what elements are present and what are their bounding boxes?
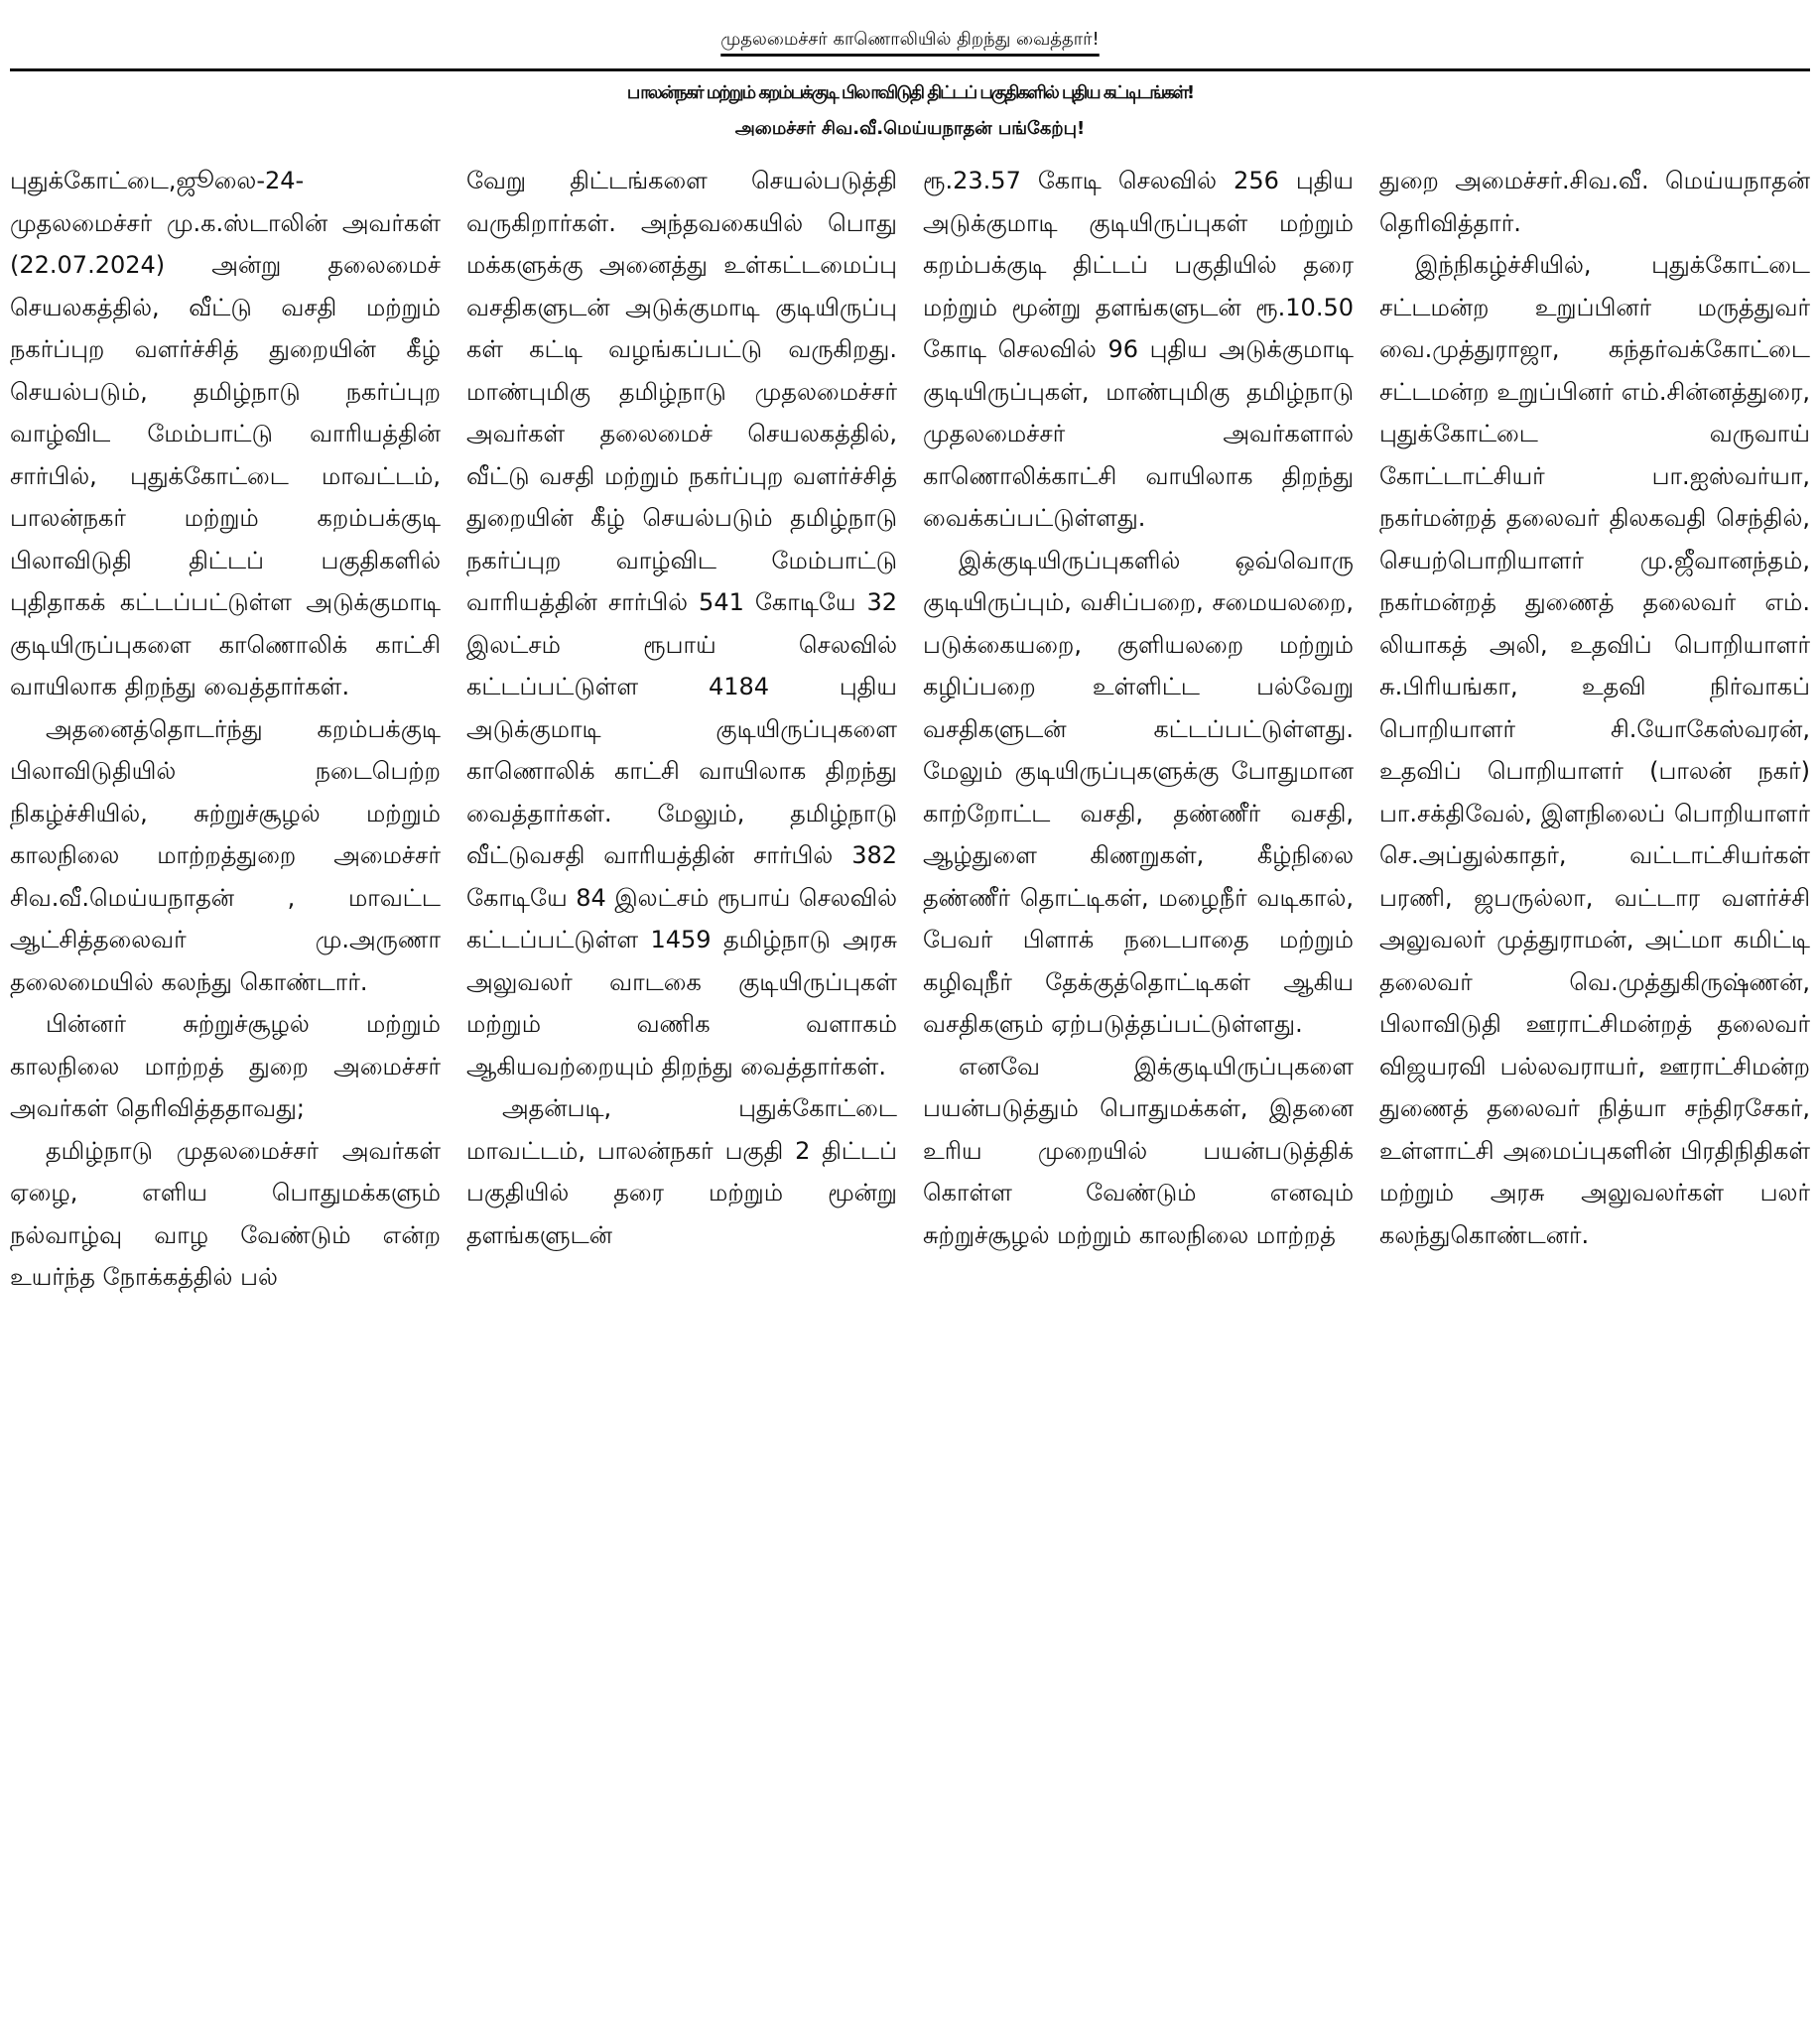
- paragraph: பின்னர் சுற்றுச்சூழல் மற்றும் காலநிலை மாற்றத் துறை அமைச்சர் அவர்கள் தெரிவித்ததாவது;: [10, 1010, 441, 1123]
- paragraph: அதனைத்தொடர்ந்து கறம்பக்குடி பிலாவிடுதியில் நடைபெற்ற நிகழ்ச்சியில், சுற்றுச்சூழல் மற்றும் காலநிலை மாற்றத்துறை அமைச்சர் சிவ.வீ.மெய்யநாதன் , மாவட்ட ஆட்சித்தலைவர் மு.அருணா தலைமையில் கலந்து கொண்டார்.: [10, 714, 441, 996]
- kicker-headline: முதலமைச்சர் காணொலியில் திறந்து வைத்தார்!: [720, 29, 1100, 50]
- sub-headline: அமைச்சர் சிவ.வீ.மெய்யநாதன் பங்கேற்பு!: [734, 118, 1086, 140]
- article-column-1: [10, 160, 441, 1807]
- paragraph: இக்குடியிருப்புகளில் ஒவ்வொரு குடியிருப்பும், வசிப்பறை, சமையலறை, படுக்கையறை, குளியலறை மற்றும் கழிப்பறை உள்ளிட்ட பல்வேறு வசதிகளுடன் கட்டப்பட்டுள்ளது. மேலும் குடியிருப்புகளுக்கு போதுமான காற்றோட்ட வசதி, தண்ணீர் வசதி, ஆழ்துளை கிணறுகள், கீழ்நிலை தண்ணீர் தொட்டிகள், மழைநீர் வடிகால், பேவர் பிளாக் நடைபாதை மற்றும் கழிவுநீர் தேக்குத்தொட்டிகள் ஆகிய வசதிகளும் ஏற்படுத்தப்பட்டுள்ளது.: [923, 546, 1354, 1039]
- headline-rule: [10, 68, 1810, 71]
- paragraph: தமிழ்நாடு முதலமைச்சர் அவர்கள் ஏழை, எளிய பொதுமக்களும் நல்வாழ்வு வாழ வேண்டும் என்ற உயர்ந்த நோக்கத்தில் பல்: [10, 1136, 441, 1292]
- article-column-4: [1379, 160, 1810, 1807]
- article-column-3: [923, 160, 1354, 1807]
- article-column-2: [466, 160, 897, 1807]
- paragraph: இந்நிகழ்ச்சியில், புதுக்கோட்டை சட்டமன்ற உறுப்பினர் மருத்துவர் வை.முத்துராஜா, கந்தர்வக்கோட்டை சட்டமன்ற உறுப்பினர் எம்.சின்னத்துரை, புதுக்கோட்டை வருவாய் கோட்டாட்சியர் பா.ஐஸ்வர்யா, நகர்மன்றத் தலைவர் திலகவதி செந்தில், செயற்பொறியாளர் மு.ஜீவானந்தம், நகர்மன்றத் துணைத் தலைவர் எம். லியாகத் அலி, உதவிப் பொறியாளர் சு.பிரியங்கா, உதவி நிர்வாகப் பொறியாளர் சி.யோகேஸ்வரன், உதவிப் பொறியாளர் (பாலன் நகர்) பா.சக்திவேல், இளநிலைப் பொறியாளர் செ.அப்துல்காதர், வட்டாட்சியர்கள் பரணி, ஜபருல்லா, வட்டார வளர்ச்சி அலுவலர் முத்துராமன், அட்மா கமிட்டி தலைவர் வெ.முத்துகிருஷ்ணன், பிலாவிடுதி ஊராட்சிமன்றத் தலைவர் விஜயரவி பல்லவராயர், ஊராட்சிமன்ற துணைத் தலைவர் நித்யா சந்திரசேகர், உள்ளாட்சி அமைப்புகளின் பிரதிநிதிகள் மற்றும் அரசு அலுவலர்கள் பலர் கலந்துகொண்டனர்.: [1379, 251, 1810, 1249]
- paragraph: துறை அமைச்சர்.சிவ.வீ. மெய்யநாதன் தெரிவித்தார்.: [1379, 167, 1810, 237]
- paragraph: வேறு திட்டங்களை செயல்படுத்தி வருகிறார்கள். அந்தவகையில் பொது மக்களுக்கு அனைத்து உள்கட்டமைப்பு வசதிகளுடன் அடுக்குமாடி குடியிருப்பு கள் கட்டி வழங்கப்பட்டு வருகிறது. மாண்புமிகு தமிழ்நாடு முதலமைச்சர் அவர்கள் தலைமைச் செயலகத்தில், வீட்டு வசதி மற்றும் நகர்ப்புற வளர்ச்சித் துறையின் கீழ் செயல்படும் தமிழ்நாடு நகர்ப்புற வாழ்விட மேம்பாட்டு வாரியத்தின் சார்பில் 541 கோடியே 32 இலட்சம் ரூபாய் செலவில் கட்டப்பட்டுள்ள 4184 புதிய அடுக்குமாடி குடியிருப்புகளை காணொலிக் காட்சி வாயிலாக திறந்து வைத்தார்கள். மேலும், தமிழ்நாடு வீட்டுவசதி வாரியத்தின் சார்பில் 382 கோடியே 84 இலட்சம் ரூபாய் செலவில் கட்டப்பட்டுள்ள 1459 தமிழ்நாடு அரசு அலுவலர் வாடகை குடியிருப்புகள் மற்றும் வணிக வளாகம் ஆகியவற்றையும் திறந்து வைத்தார்கள்.: [466, 167, 897, 1080]
- paragraph: அதன்படி, புதுக்கோட்டை மாவட்டம், பாலன்நகர் பகுதி 2 திட்டப் பகுதியில் தரை மற்றும் மூன்று தளங்களுடன்: [466, 1094, 897, 1249]
- main-headline: பாலன்நகர் மற்றும் கறம்பக்குடி பிலாவிடுதி திட்டப் பகுதிகளில் புதிய கட்டிடங்கள்!: [626, 81, 1194, 103]
- article-body: [10, 160, 1810, 1807]
- paragraph: எனவே இக்குடியிருப்புகளை பயன்படுத்தும் பொதுமக்கள், இதனை உரிய முறையில் பயன்படுத்திக் கொள்ள வேண்டும் எனவும் சுற்றுச்சூழல் மற்றும் காலநிலை மாற்றத்: [923, 1052, 1354, 1249]
- paragraph: புதுக்கோட்டை,ஜூலை-24- முதலமைச்சர் மு.க.ஸ்டாலின் அவர்கள் (22.07.2024) அன்று தலைமைச் செயலகத்தில், வீட்டு வசதி மற்றும் நகர்ப்புற வளர்ச்சித் துறையின் கீழ் செயல்படும், தமிழ்நாடு நகர்ப்புற வாழ்விட மேம்பாட்டு வாரியத்தின் சார்பில், புதுக்கோட்டை மாவட்டம், பாலன்நகர் மற்றும் கறம்பக்குடி பிலாவிடுதி திட்டப் பகுதிகளில் புதிதாகக் கட்டப்பட்டுள்ள அடுக்குமாடி குடியிருப்புகளை காணொலிக் காட்சி வாயிலாக திறந்து வைத்தார்கள்.: [10, 167, 441, 701]
- paragraph: ரூ.23.57 கோடி செலவில் 256 புதிய அடுக்குமாடி குடியிருப்புகள் மற்றும் கறம்பக்குடி திட்டப் பகுதியில் தரை மற்றும் மூன்று தளங்களுடன் ரூ.10.50 கோடி செலவில் 96 புதிய அடுக்குமாடி குடியிருப்புகள், மாண்புமிகு தமிழ்நாடு முதலமைச்சர் அவர்களால் காணொலிக்காட்சி வாயிலாக திறந்து வைக்கப்பட்டுள்ளது.: [923, 167, 1354, 533]
